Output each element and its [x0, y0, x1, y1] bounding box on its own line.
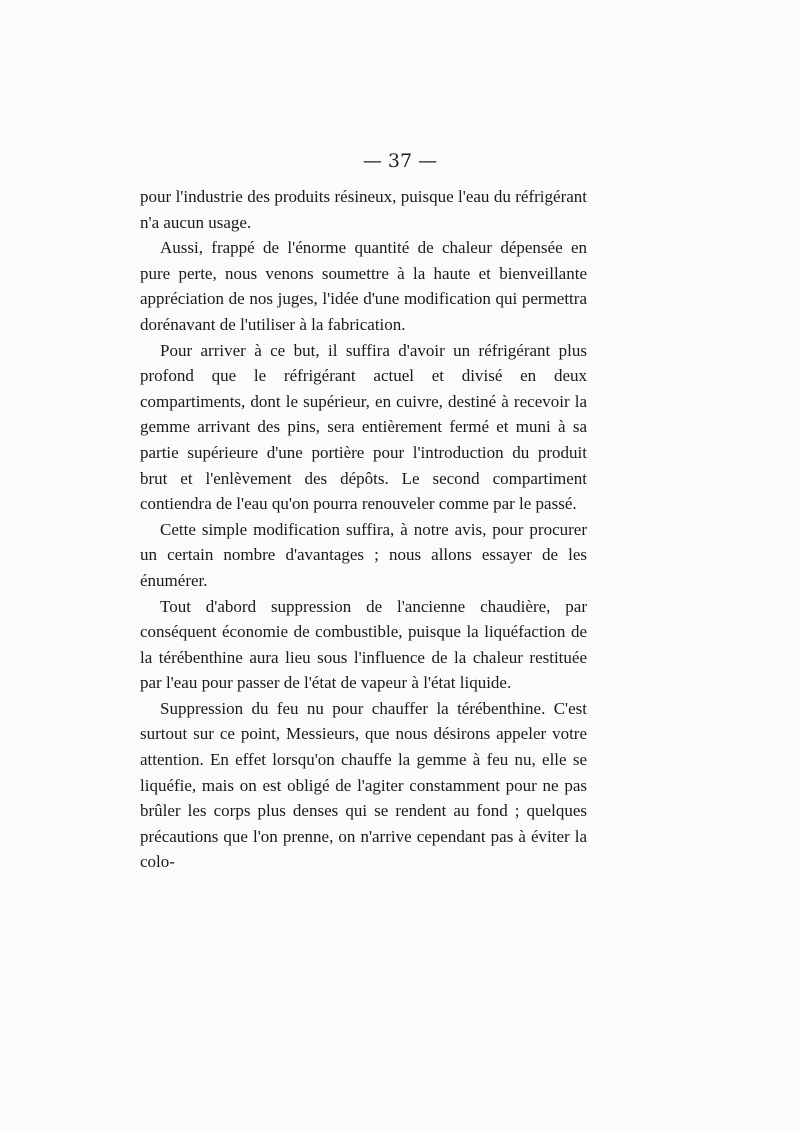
paragraph-4: Cette simple modification suffira, à notre avis, pour procurer un certain nombre d'avantages ; nous allons essayer de les énumérer. [140, 519, 587, 590]
paragraph-1: pour l'industrie des produits résineux, puisque l'eau du réfrigérant n'a aucun usage. [140, 187, 587, 232]
paragraph-5: Tout d'abord suppression de l'ancienne chaudière, par conséquent économie de combustible, puisque la liquéfaction de la térébenthine aura lieu sous l'influence de la chaleur restituée par l'eau pour passer de l'état de vapeur à l'état liquide. [140, 596, 587, 693]
page-number: — 37 — [362, 150, 438, 172]
paragraph-3: Pour arriver à ce but, il suffira d'avoir un réfrigérant plus profond que le réfrigérant actuel et divisé en deux compartiments, dont le supérieur, en cuivre, destiné à recevoir la gemme arrivant des pins, sera entièrement fermé et muni à sa partie supérieure d'une portière pour l'introduction du produit brut et l'enlèvement des dépôts. Le second compartiment contiendra de l'eau qu'on pourra renouveler comme par le passé. [140, 340, 587, 514]
body-text [140, 184, 587, 875]
paragraph-6: Suppression du feu nu pour chauffer la térébenthine. C'est surtout sur ce point, Messieurs, que nous désirons appeler votre attention. En effet lorsqu'on chauffe la gemme à feu nu, elle se liquéfie, mais on est obligé de l'agiter constamment pour ne pas brûler les corps plus denses qui se rendent au fond ; quelques précautions que l'on prenne, on n'arrive cependant pas à éviter la colo- [140, 698, 587, 872]
paragraph-2: Aussi, frappé de l'énorme quantité de chaleur dépensée en pure perte, nous venons soumettre à la haute et bienveillante appréciation de nos juges, l'idée d'une modification qui permettra dorénavant de l'utiliser à la fabrication. [140, 238, 587, 334]
